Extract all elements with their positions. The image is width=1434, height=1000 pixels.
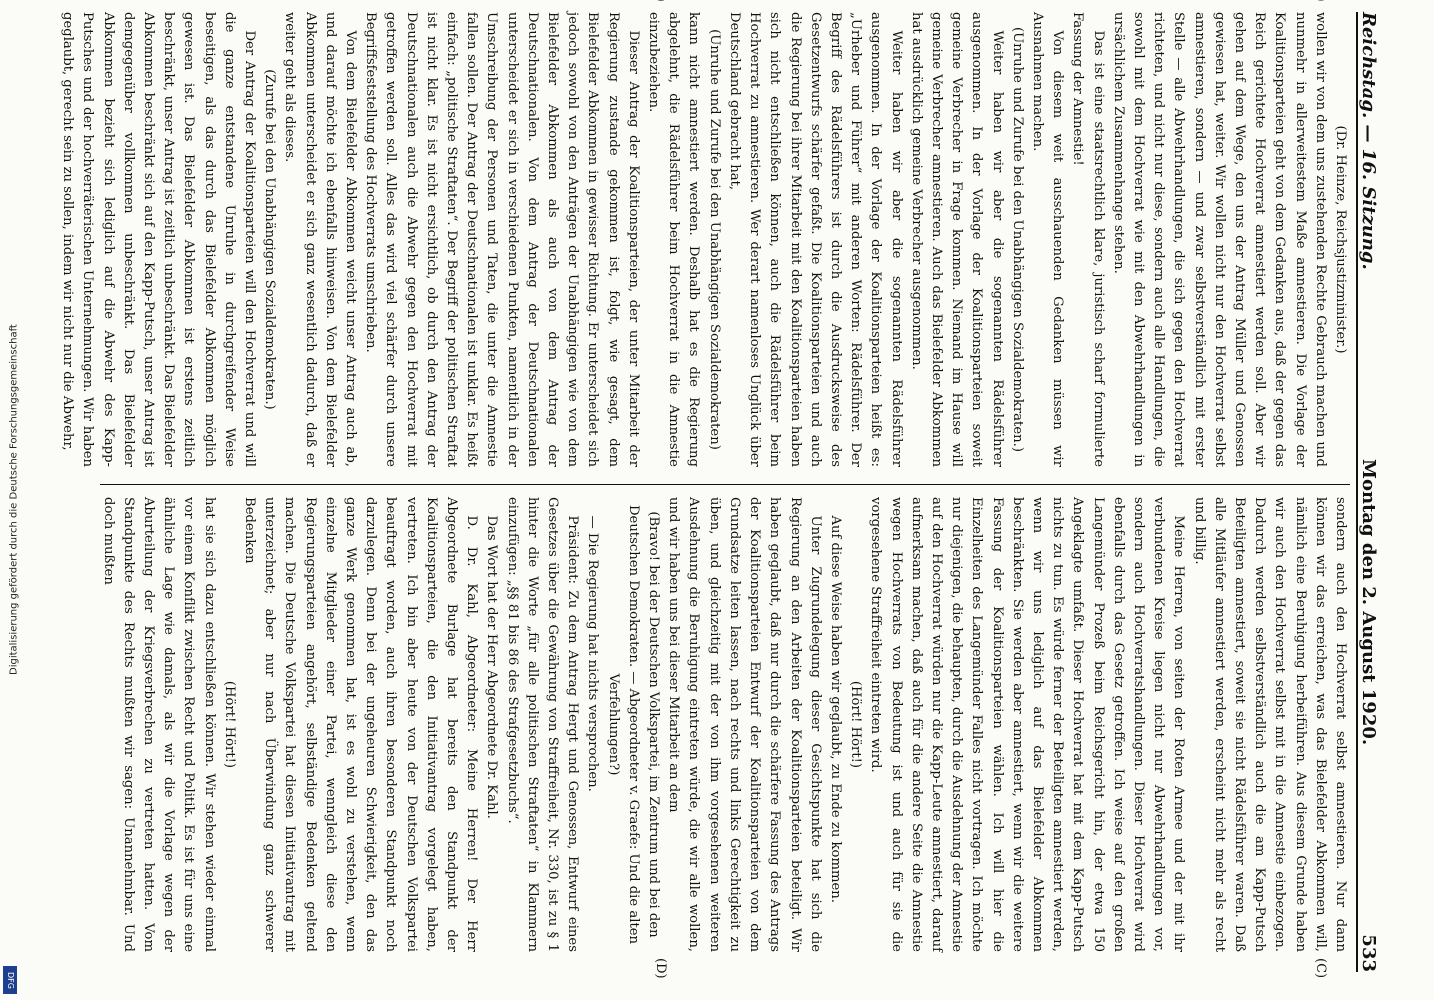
paragraph: kann nicht amnestiert werden. Deshalb hat es die Regierung abgelehnt, die Rädelsführer beim Hochverrat in die Amnestie einzubeziehen. bbox=[646, 12, 702, 467]
paragraph: Von dem Bielefelder Abkommen weicht unser Antrag auch ab, und darauf möchte ich ebenfalls hinweisen. Von dem Bielefelder Abkommen unterscheidet er sich ganz wesentlich dadurch, daß er weiter geht als dieses. bbox=[282, 12, 359, 467]
margin-marker-d: (D) bbox=[653, 958, 668, 979]
paragraph: Präsident: Zu dem Antrag Hergt und Genossen, Entwurf eines Gesetzes über die Gewährung von Straffreiheit, Nr. 330, ist zu § 1 hinter die Worte „für alle politischen Straftaten“ in Klammern einzufügen: „§§ 81 bis 86 des Strafgesetzbuchs“. bbox=[504, 497, 581, 952]
rotated-page-content bbox=[60, 12, 1388, 979]
paragraph: Weiter haben wir aber die sogenannten Rädelsführer ausgenommen. In der Vorlage der Koalitionsparteien heißt es: „Urheber und Führer“ mit anderen Worten: Rädelsführer. Der Begriff des Rädelsführers ist durch die Ausdrucksweise des Gesetzentwurfs schärfer gefaßt. Die Koalitionsparteien und auch die Regierung bei ihrer Mitarbeit mit den Koalitionsparteien haben sich nicht entschließen können, auch die Rädelsführer beim Hochverrat zu amnestieren. Wer derart namenloses Unglück über Deutschland gebracht hat, bbox=[726, 12, 904, 467]
margin-marker-c: (C) bbox=[1313, 958, 1328, 979]
page-area bbox=[60, 12, 1420, 988]
paragraph: hat sie sich dazu entschließen können. Wir stehen wieder einmal vor einem Konflikt zwischen Recht und Politik. Es ist für uns eine ähnliche Lage wie damals, als wir die Vorlage wegen der Aburteilung der Kriegsverbrechen zu vertreten hatten. Vom Standpunkte des Rechts mußten wir sagen: Unannehmbar. Und doch mußten bbox=[100, 497, 217, 952]
interjection: (Unruhe und Zurufe bei den Unabhängigen Sozialdemokraten.) bbox=[1009, 27, 1025, 452]
digitization-credit: Digitalisierung gefördert durch die Deutsche Forschungsgemeinschaft bbox=[8, 324, 20, 676]
dfg-logo: DFG bbox=[3, 966, 17, 994]
paragraph: Von diesem weit ausschauenden Gedanken müssen wir Ausnahmen machen. bbox=[1029, 12, 1066, 467]
running-header bbox=[1356, 12, 1388, 972]
interjection: (Hört! Hört!) bbox=[221, 680, 237, 769]
interjection: (Unruhe und Zurufe bei den Unabhängigen Sozialdemokraten) bbox=[706, 29, 722, 450]
margin-marker-b bbox=[653, 0, 668, 2]
paragraph: D. Dr. Kahl, Abgeordneter: Meine Herren! Der Herr Abgeordnete Burlage hat bereits den Standpunkt der Koalitionsparteien, die den Initiativantrag vorgelegt haben, vertreten. Ich bin aber heute von der Deutschen Volkspartei beauftragt worden, auch ihren besonderen Standpunkt noch darzulegen. Denn bei der ungeheuren Schwierigkeit, den das ganze Werk genommen hat, ist es wohl zu verstehen, wenn einzelne Mitglieder einer Partei, wenngleich diese den Regierungsparteien angehört, selbständige Bedenken geltend machen. Die Deutsche Volkspartei hat diesen Initiativantrag mit unterzeichnet; aber nur nach Überwindung ganz schwerer Bedenken bbox=[242, 497, 480, 952]
header-right-title: Montag den 2. August 1920. bbox=[1358, 459, 1379, 746]
page-number: 533 bbox=[1358, 934, 1379, 972]
paragraph: Unter Zugrundelegung dieser Gesichtspunkte hat sich die Regierung an den Arbeiten der Koalitionsparteien beteiligt. Wir haben geglaubt, daß nur durch die schärfere Fassung des Antrags der Koalitionsparteien Entwurf der Koalitionsparteien von dem Grundsatze leiten lassen, nach rechts und links Gerechtigkeit zu üben, und gleichzeitig mit der von ihm vorgesehenen weiteren Ausdehnung die Beruhigung eintreten würde, die wir alle wollen, und wir haben uns bei dieser Mitarbeit an dem bbox=[666, 497, 823, 952]
paragraph: — Die Regierung hat nichts versprochen. bbox=[585, 515, 601, 792]
interjection: (Bravo! bei der Deutschen Volkspartei, im Zentrum und bei den Deutschen Demokraten. — Abgeordneter v. Graefe: Und die alten Verfehlungen?) bbox=[605, 504, 662, 945]
paragraph: Auf diese Weise haben wir geglaubt, zu Ende zu kommen. bbox=[827, 515, 843, 903]
paragraph: Weiter haben wir aber die sogenannten Rädelsführer ausgenommen. In der Vorlage der Koalitionsparteien soweit gemeine Verbrecher in Frage kommen. Niemand im Hause will gemeine Verbrecher amnestieren. Auch das Bielefelder Abkommen hat ausdrücklich gemeine Verbrecher ausgenommen. bbox=[908, 12, 1005, 467]
paragraph: Der Antrag der Koalitionsparteien will den Hochverrat und will die ganze entstandene Unruhe in durchgreifender Weise beseitigen, als das durch das Bielefelder Abkommen möglich gewesen ist. Das Bielefelder Abkommen ist erstens zeitlich beschränkt, unser Antrag ist zeitlich unbeschränkt. Das Bielefelder Abkommen beschränkt sich auf den Kapp-Putsch, unser Antrag ist demgegenüber vollkommen unbeschränkt. Das Bielefelder Abkommen bezieht sich lediglich auf die Abwehr des Kapp-Putsches und der hochverräterischen Unternehmungen. Wir haben geglaubt, gerecht sein zu sollen, indem wir nicht nur die Abwehr, bbox=[60, 12, 258, 467]
text-column-right bbox=[100, 497, 1350, 952]
paragraph: Meine Herren, von seiten der Roten Armee und der mit ihr verbundenen Kreise liegen nicht nur Abwehrhandlungen vor, sondern auch Hochverratshandlungen. Dieser Hochverrat wird ebenfalls durch das Gesetz getroffen. Ich weise auf den großen Langemünder Prozeß beim Reichsgericht hin, der etwa 150 Angeklagte umfaßt. Dieser Hochverrat hat mit dem Kapp-Putsch nichts zu tun. Es würde ferner der Beteiligten amnestiert werden, wenn wir uns lediglich auf das Bielefelder Abkommen beschränkten. Sie werden aber amnestiert, wenn wir die weitere Fassung der Koalitionsparteien wählen. Ich will hier die Einzelheiten des Langemünder Falles nicht vortragen. Ich möchte nur diejenigen, die behaupten, durch die Ausdehnung der Amnestie auf den Hochverrat würden nur die Kapp-Leute amnestiert, darauf aufmerksam machen, daß auch für die andere Seite die Amnestie wegen Hochverrats von Bedeutung ist und auch für sie die vorgesehene Straffreiheit eintreten wird. bbox=[868, 497, 1187, 952]
paragraph: Dieser Antrag der Koalitionsparteien, der unter Mitarbeit der Regierung zustande gekommen ist, folgt, wie gesagt, dem Bielefelder Abkommen in gewisser Richtung. Er unterscheidet sich jedoch sowohl von den Anträgen der Unabhängigen wie von dem Bielefelder Abkommen als auch von dem Antrag der Deutschnationalen. Von dem Antrag der Deutschnationalen unterscheidet er sich in verschiedenen Punkten, namentlich in der Umschreibung der Personen und Taten, die unter die Amnestie fallen sollen. Der Antrag der Deutschnationalen ist unklar. Es heißt einfach: „politische Straftaten“. Der Begriff der politischen Straftat ist nicht klar. Es ist nicht ersichtlich, ob durch den Antrag der Deutschnationalen auch die Abwehr gegen den Hochverrat mit getroffen werden soll. Alles das wird viel schärfer durch unsere Begriffsfeststellung des Hochverrats umschrieben. bbox=[363, 12, 641, 467]
interjection: (Hört! Hört!) bbox=[848, 680, 864, 769]
speaker-tag: (Dr. Heinze, Reichsjustizminister.) bbox=[1333, 125, 1348, 354]
margin-marker-a bbox=[1313, 0, 1328, 2]
header-left-title: Reichstag. — 16. Sitzung. bbox=[1358, 12, 1379, 270]
interjection: (Zurufe bei den Unabhängigen Sozialdemokraten.) bbox=[262, 69, 278, 410]
column-divider bbox=[100, 484, 1350, 485]
paragraph: Das ist eine staatsrechtlich klare, juristisch scharf formulierte Fassung der Amnestie! bbox=[1070, 12, 1106, 467]
paragraph: Das Wort hat der Herr Abgeordnete Dr. Kahl. bbox=[484, 515, 500, 819]
text-column-left bbox=[60, 12, 1350, 467]
paragraph: sondern auch den Hochverrat selbst amnestieren. Nur dann können wir das erreichen, was das Bielefelder Abkommen will, nämlich eine Beruhigung herbeiführen. Aus diesem Grunde haben wir auch den Hochverrat selbst mit in die Amnestie einbezogen. Dadurch werden selbstverständlich auch die am Kapp-Putsch Beteiligten amnestiert, soweit sie nicht Rädelsführer waren. Daß alle Mitläufer amnestiert werden, erscheint nicht mehr als recht und billig. bbox=[1191, 497, 1348, 952]
paragraph: wollen wir von dem uns zustehenden Rechte Gebrauch machen und nunmehr in allerweitestem Maße amnestieren. Die Vorlage der Koalitionsparteien geht von dem Gedanken aus, daß der gegen das Reich gerichtete Hochverrat amnestiert werden soll. Aber wir gehen auf dem Wege, den uns der Antrag Müller und Genossen gewiesen hat, weiter. Wir wollen nicht nur den Hochverrat selbst amnestieren, sondern — und zwar selbstverständlich mit erster Stelle — alle Abwehrhandlungen, die sich gegen den Hochverrat richteten, und nicht nur diese, sondern auch alle Handlungen, die sowohl mit dem Hochverrat wie mit den Abwehrhandlungen in ursächlichem Zusammenhange stehen. bbox=[1110, 12, 1328, 467]
